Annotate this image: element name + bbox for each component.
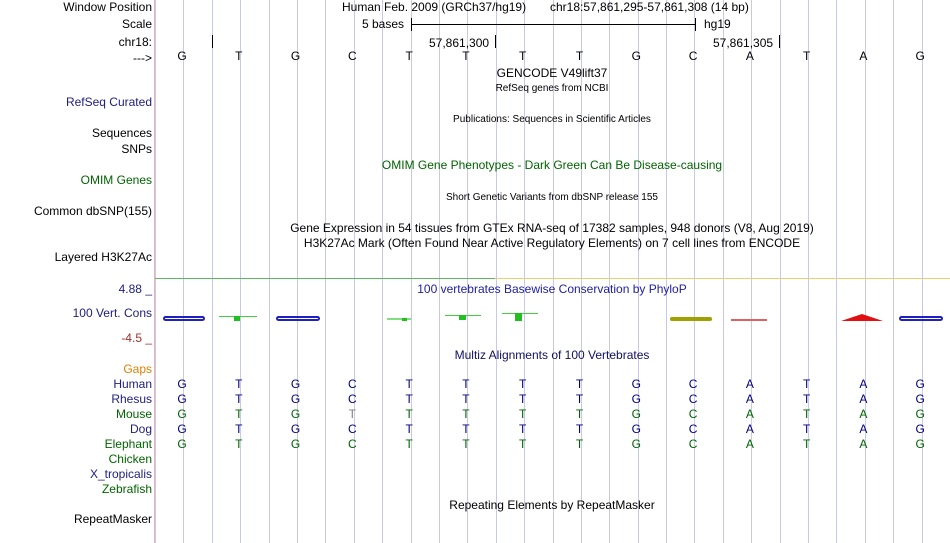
scale-text: 5 bases — [362, 17, 405, 31]
alignment-base: T — [235, 392, 243, 406]
gridline — [694, 0, 695, 543]
gridline — [922, 0, 923, 543]
alignment-base: T — [462, 422, 470, 436]
alignment-base: C — [688, 422, 698, 436]
conservation-mark — [670, 317, 712, 321]
alignment-base: G — [290, 437, 301, 451]
conservation-mark — [731, 319, 767, 321]
gridline — [638, 0, 639, 543]
label-gaps[interactable]: Gaps — [123, 362, 152, 376]
gridline — [212, 0, 213, 543]
label-species-elephant[interactable]: Elephant — [104, 437, 152, 451]
scale-bar-right — [695, 18, 696, 31]
ruler-tick — [779, 35, 780, 48]
alignment-base: C — [348, 392, 357, 406]
h3k27ac-track-title[interactable]: H3K27Ac Mark (Often Found Near Active Regulatory Elements) on 7 cell lines from ENCODE — [303, 236, 801, 250]
alignment-base: T — [802, 407, 811, 421]
coord-label-1: 57,861,300 — [429, 36, 490, 50]
h3k27ac-signal-line — [155, 278, 495, 279]
alignment-base: A — [745, 377, 754, 391]
alignment-base: T — [519, 392, 527, 406]
reference-base: A — [859, 49, 868, 63]
gridline — [723, 0, 724, 543]
gridline — [439, 0, 440, 543]
label-chrom: chr18: — [118, 35, 152, 49]
reference-base: G — [177, 49, 187, 63]
alignment-base: G — [290, 392, 301, 406]
alignment-base: T — [405, 377, 413, 391]
alignment-base: T — [462, 377, 470, 391]
label-species-mouse[interactable]: Mouse — [115, 407, 152, 421]
gridline — [325, 0, 326, 543]
alignment-base: C — [348, 437, 357, 451]
gridline — [865, 0, 866, 543]
label-species-human[interactable]: Human — [113, 377, 152, 391]
alignment-base: G — [177, 377, 187, 391]
alignment-base: T — [405, 392, 413, 406]
label-omim[interactable]: OMIM Genes — [80, 173, 152, 187]
h3k27ac-signal-line — [495, 278, 950, 279]
reference-base: G — [290, 49, 301, 63]
alignment-base: G — [631, 437, 641, 451]
alignment-base: T — [235, 407, 243, 421]
reference-base: T — [235, 49, 243, 63]
reference-base: T — [405, 49, 413, 63]
ruler-tick — [495, 35, 496, 48]
alignment-base: G — [915, 422, 925, 436]
alignment-base: T — [405, 422, 413, 436]
alignment-base: T — [405, 437, 413, 451]
alignment-base: T — [348, 407, 357, 421]
alignment-base: T — [235, 422, 243, 436]
alignment-base: T — [802, 392, 811, 406]
alignment-base: T — [575, 407, 584, 421]
alignment-base: T — [462, 407, 470, 421]
alignment-base: G — [290, 422, 301, 436]
alignment-base: G — [177, 392, 187, 406]
label-sequences[interactable]: Sequences — [91, 126, 152, 140]
gridline — [269, 0, 270, 543]
repeatmasker-track-title[interactable]: Repeating Elements by RepeatMasker — [449, 498, 655, 512]
reference-base: T — [575, 49, 584, 63]
reference-base: T — [519, 49, 527, 63]
alignment-base: G — [631, 392, 641, 406]
label-strand: ---> — [133, 51, 152, 65]
alignment-base: A — [745, 422, 754, 436]
window-position-text: chr18:57,861,295-57,861,308 (14 bp) — [550, 0, 749, 14]
gtex-track-title[interactable]: Gene Expression in 54 tissues from GTEx RNA-seq of 17382 samples, 948 donors (V8, Aug 2019) — [290, 221, 814, 235]
alignment-base: T — [462, 437, 470, 451]
label-species-rhesus[interactable]: Rhesus — [111, 392, 152, 406]
alignment-base: T — [802, 422, 811, 436]
gridline — [297, 0, 298, 543]
assembly-text: Human Feb. 2009 (GRCh37/hg19) — [342, 0, 527, 14]
conservation-mark — [402, 318, 407, 321]
alignment-base: G — [915, 377, 925, 391]
alignment-base: T — [235, 437, 243, 451]
alignment-base: A — [859, 437, 868, 451]
track-labels — [0, 0, 155, 543]
reference-base: T — [802, 49, 811, 63]
alignment-base: T — [235, 377, 243, 391]
label-refseq[interactable]: RefSeq Curated — [65, 95, 152, 109]
label-species-dog[interactable]: Dog — [129, 422, 152, 436]
gridline — [354, 0, 355, 543]
gridline — [411, 0, 412, 543]
conservation-mark — [841, 314, 883, 321]
phylop-track-title[interactable]: 100 vertebrates Basewise Conservation by PhyloP — [417, 282, 687, 296]
alignment-base: T — [519, 407, 527, 421]
alignment-base: T — [405, 407, 413, 421]
alignment-base: G — [915, 392, 925, 406]
alignment-base: A — [859, 392, 868, 406]
conservation-mark — [234, 316, 240, 321]
label-species-xtropicalis[interactable]: X_tropicalis — [89, 467, 152, 481]
conservation-mark — [899, 316, 943, 321]
alignment-base: G — [631, 407, 641, 421]
alignment-base: G — [915, 437, 925, 451]
alignment-base: G — [631, 377, 641, 391]
label-h3k27ac[interactable]: Layered H3K27Ac — [54, 250, 152, 264]
alignment-base: C — [688, 407, 698, 421]
alignment-base: A — [745, 437, 754, 451]
alignment-base: C — [688, 437, 698, 451]
alignment-base: C — [348, 422, 357, 436]
alignment-base: A — [745, 392, 754, 406]
conservation-mark — [163, 316, 205, 321]
label-snps[interactable]: SNPs — [121, 142, 152, 156]
gridline — [183, 0, 184, 543]
label-scale: Scale — [121, 17, 152, 31]
alignment-base: A — [859, 422, 868, 436]
label-species-zebrafish[interactable]: Zebrafish — [101, 482, 152, 496]
alignment-base: T — [802, 377, 811, 391]
alignment-base: T — [519, 422, 527, 436]
conservation-mark — [515, 313, 522, 321]
label-cons[interactable]: 100 Vert. Cons — [72, 306, 152, 320]
gridline — [893, 0, 894, 543]
gridline — [467, 0, 468, 543]
reference-base: G — [631, 49, 641, 63]
conservation-mark — [276, 316, 320, 321]
alignment-base: C — [688, 392, 698, 406]
reference-base: C — [348, 49, 357, 63]
gridline — [836, 0, 837, 543]
gridline — [609, 0, 610, 543]
alignment-base: G — [177, 437, 187, 451]
label-species-chicken[interactable]: Chicken — [108, 452, 152, 466]
reference-base: G — [915, 49, 925, 63]
gridline — [382, 0, 383, 543]
alignment-base: T — [462, 392, 470, 406]
alignment-base: T — [575, 392, 584, 406]
alignment-base: G — [177, 407, 187, 421]
ruler-tick — [212, 35, 213, 48]
multiz-track-title[interactable]: Multiz Alignments of 100 Vertebrates — [454, 348, 650, 362]
alignment-base: C — [688, 377, 698, 391]
gridline — [780, 0, 781, 543]
gridline — [240, 0, 241, 543]
scale-db-text: hg19 — [704, 17, 731, 31]
conservation-mark — [387, 318, 411, 320]
alignment-base: T — [519, 377, 527, 391]
alignment-base: G — [177, 422, 187, 436]
alignment-base: A — [859, 407, 868, 421]
label-dbsnp[interactable]: Common dbSNP(155) — [33, 204, 152, 218]
publications-track-title[interactable]: Publications: Sequences in Scientific Articles — [453, 114, 651, 125]
alignment-base: G — [915, 407, 925, 421]
reference-base: C — [688, 49, 698, 63]
alignment-base: T — [519, 437, 527, 451]
label-cons-min: -4.5 _ — [121, 331, 152, 345]
refseq-track-title[interactable]: RefSeq genes from NCBI — [495, 83, 609, 94]
gridline — [808, 0, 809, 543]
reference-base: A — [745, 49, 754, 63]
reference-base: T — [462, 49, 470, 63]
alignment-base: T — [575, 422, 584, 436]
alignment-base: A — [745, 407, 754, 421]
tracks-area[interactable] — [155, 0, 950, 543]
alignment-base: T — [802, 437, 811, 451]
gencode-track-title[interactable]: GENCODE V49lift37 — [496, 66, 608, 80]
dbsnp-track-title[interactable]: Short Genetic Variants from dbSNP release 155 — [446, 192, 658, 203]
alignment-base: G — [631, 422, 641, 436]
label-window-position: Window Position — [63, 0, 152, 14]
scale-bar — [411, 24, 695, 25]
gridline — [666, 0, 667, 543]
conservation-mark — [459, 315, 466, 320]
alignment-base: G — [290, 377, 301, 391]
alignment-base: T — [575, 437, 584, 451]
alignment-base: A — [859, 377, 868, 391]
coord-label-2: 57,861,305 — [713, 36, 774, 50]
gridline — [751, 0, 752, 543]
alignment-base: G — [290, 407, 301, 421]
gridline — [155, 0, 156, 543]
omim-track-title[interactable]: OMIM Gene Phenotypes - Dark Green Can Be Disease-causing — [381, 158, 723, 172]
label-repeatmasker[interactable]: RepeatMasker — [73, 512, 152, 526]
alignment-base: T — [575, 377, 584, 391]
label-cons-max: 4.88 _ — [118, 282, 152, 296]
alignment-base: C — [348, 377, 357, 391]
